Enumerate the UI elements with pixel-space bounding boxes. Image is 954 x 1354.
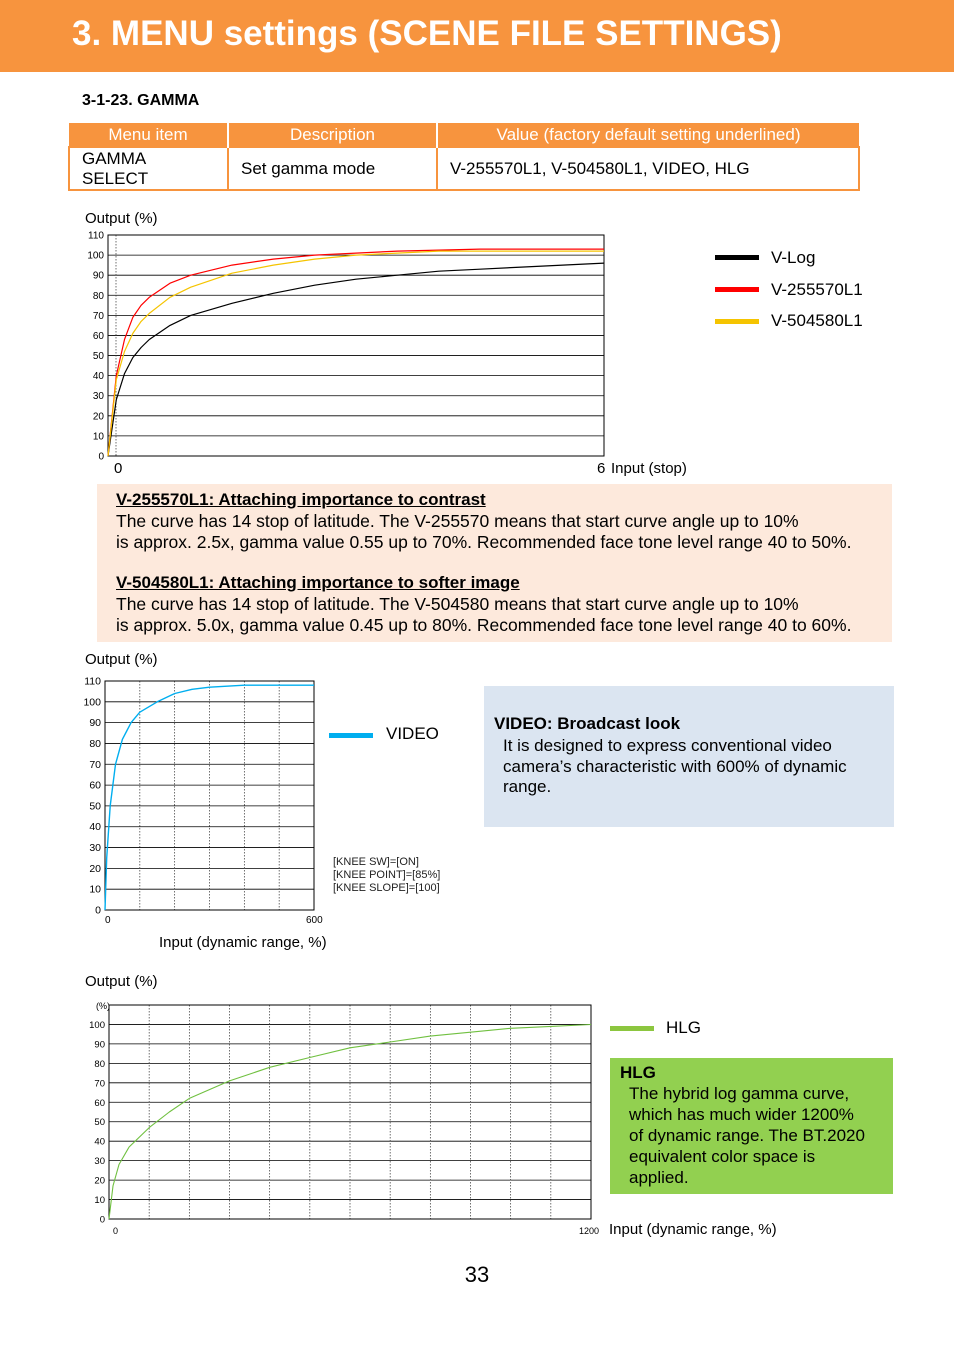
legend-swatch-v504580l1	[715, 319, 759, 324]
ytick-label: 10	[94, 1195, 105, 1207]
legend-swatch-video	[329, 733, 373, 738]
ytick-label: 80	[89, 737, 101, 750]
chart1-ylabel: Output (%)	[85, 210, 158, 227]
legend-swatch-hlg	[610, 1026, 654, 1031]
ytick-label: 70	[89, 758, 101, 771]
box2-text: camera’s characteristic with 600% of dynamic	[503, 757, 847, 776]
box3-heading: HLG	[620, 1063, 656, 1082]
chart2-xlabel: Input (dynamic range, %)	[159, 934, 327, 951]
column-header: Description	[228, 123, 437, 147]
ytick-label: 90	[89, 717, 101, 730]
ytick-label: 10	[92, 431, 104, 443]
value-cell: V-255570L1, V-504580L1, VIDEO, HLG	[437, 147, 859, 190]
plot-frame	[108, 235, 604, 456]
menu-table	[68, 123, 860, 191]
box1-text: The curve has 14 stop of latitude. The V-255570 means that start curve angle up to 10%	[116, 511, 799, 531]
ytick-label: 110	[88, 230, 104, 242]
chart3-ylabel: Output (%)	[85, 973, 158, 990]
ytick-label: 0	[99, 1214, 105, 1226]
ytick-label: 70	[94, 1078, 105, 1090]
box1-heading1: V-255570L1: Attaching importance to contrast	[116, 490, 486, 509]
ytick-label: 20	[92, 411, 104, 423]
box1-heading2: V-504580L1: Attaching importance to softer image	[116, 573, 520, 592]
box1-text: is approx. 2.5x, gamma value 0.55 up to 70%. Recommended face tone level range 40 to 50%.	[116, 532, 852, 552]
legend-label-v255570l1: V-255570L1	[771, 280, 863, 299]
ytick-label: 100	[89, 1019, 105, 1031]
chart2-xtick-label: 600	[306, 915, 323, 926]
ytick-label: 110	[84, 675, 101, 688]
chart3-xtick-label: 0	[113, 1226, 119, 1236]
chart1-xtick-label: 6	[597, 460, 606, 477]
ytick-label: 50	[92, 351, 104, 363]
legend-label-hlg: HLG	[666, 1018, 701, 1037]
knee-setting-text: [KNEE SLOPE]=[100]	[333, 882, 440, 894]
box3-text: The hybrid log gamma curve,	[629, 1084, 850, 1103]
plot-frame	[105, 681, 314, 910]
series-line-v-log	[108, 263, 604, 456]
ytick-label: 80	[92, 290, 104, 302]
series-line-v-504580l1	[108, 251, 604, 456]
box3-text: equivalent color space is	[629, 1147, 816, 1166]
chart2-ylabel: Output (%)	[85, 651, 158, 668]
ytick-label: 50	[94, 1117, 105, 1129]
ytick-label: 10	[89, 883, 101, 896]
box1-text: The curve has 14 stop of latitude. The V-504580 means that start curve angle up to 10%	[116, 594, 799, 614]
column-header: Menu item	[69, 123, 228, 147]
chart1-xlabel: Input (stop)	[611, 460, 687, 477]
box3-text: which has much wider 1200%	[629, 1105, 854, 1124]
ytick-label: 50	[89, 800, 101, 813]
ytick-label: 80	[94, 1058, 105, 1070]
ytick-label: 40	[94, 1136, 105, 1148]
ytick-label: 60	[89, 779, 101, 792]
ytick-label: 40	[89, 821, 101, 834]
box1-text: is approx. 5.0x, gamma value 0.45 up to 80%. Recommended face tone level range 40 to 60%.	[116, 615, 852, 635]
legend-swatch-v255570l1	[715, 287, 759, 292]
chart3-xlabel: Input (dynamic range, %)	[609, 1221, 777, 1238]
ytick-label: 20	[94, 1175, 105, 1187]
chart3-unit-mark: (%)	[96, 1001, 110, 1011]
page-title: 3. MENU settings (SCENE FILE SETTINGS)	[72, 14, 782, 53]
table-row	[69, 147, 859, 190]
column-header: Value (factory default setting underlined)	[437, 123, 859, 147]
box3-text: of dynamic range. The BT.2020	[629, 1126, 865, 1145]
menu-item-line: SELECT	[82, 168, 149, 188]
ytick-label: 90	[92, 270, 104, 282]
series-line-v-255570l1	[108, 249, 604, 456]
ytick-label: 40	[92, 371, 104, 383]
ytick-label: 30	[94, 1156, 105, 1168]
ytick-label: 100	[87, 250, 104, 262]
page-number: 33	[464, 1262, 490, 1287]
menu-item-line: GAMMA	[82, 148, 147, 168]
legend-label-vlog: V-Log	[771, 248, 816, 267]
section-title: 3-1-23. GAMMA	[82, 92, 200, 109]
knee-setting-text: [KNEE POINT]=[85%]	[333, 869, 441, 881]
box2-heading: VIDEO: Broadcast look	[494, 714, 681, 733]
menu-table-header-row	[69, 123, 859, 147]
box3-text: applied.	[629, 1168, 689, 1187]
ytick-label: 30	[89, 842, 101, 855]
chart3-xtick-label: 1200	[579, 1226, 600, 1236]
plot-frame	[109, 1005, 591, 1219]
chart1-xtick-label: 0	[114, 460, 123, 477]
description-cell: Set gamma mode	[228, 147, 437, 190]
ytick-label: 60	[92, 330, 104, 342]
legend-label-v504580l1: V-504580L1	[771, 311, 863, 330]
ytick-label: 60	[94, 1097, 105, 1109]
box2-text: range.	[503, 777, 552, 796]
ytick-label: 70	[92, 310, 104, 322]
ytick-label: 100	[83, 696, 101, 709]
ytick-label: 20	[89, 862, 101, 875]
ytick-label: 0	[95, 904, 101, 917]
series-line-video	[105, 685, 314, 910]
menu-item-cell	[69, 147, 228, 190]
chart2-xtick-label: 0	[105, 915, 111, 926]
series-line-hlg	[109, 1025, 591, 1220]
ytick-label: 30	[92, 391, 104, 403]
ytick-label: 0	[98, 451, 104, 463]
legend-swatch-vlog	[715, 255, 759, 260]
knee-setting-text: [KNEE SW]=[ON]	[333, 856, 419, 868]
legend-label-video: VIDEO	[386, 724, 439, 743]
box2-text: It is designed to express conventional video	[503, 736, 832, 755]
ytick-label: 90	[94, 1039, 105, 1051]
